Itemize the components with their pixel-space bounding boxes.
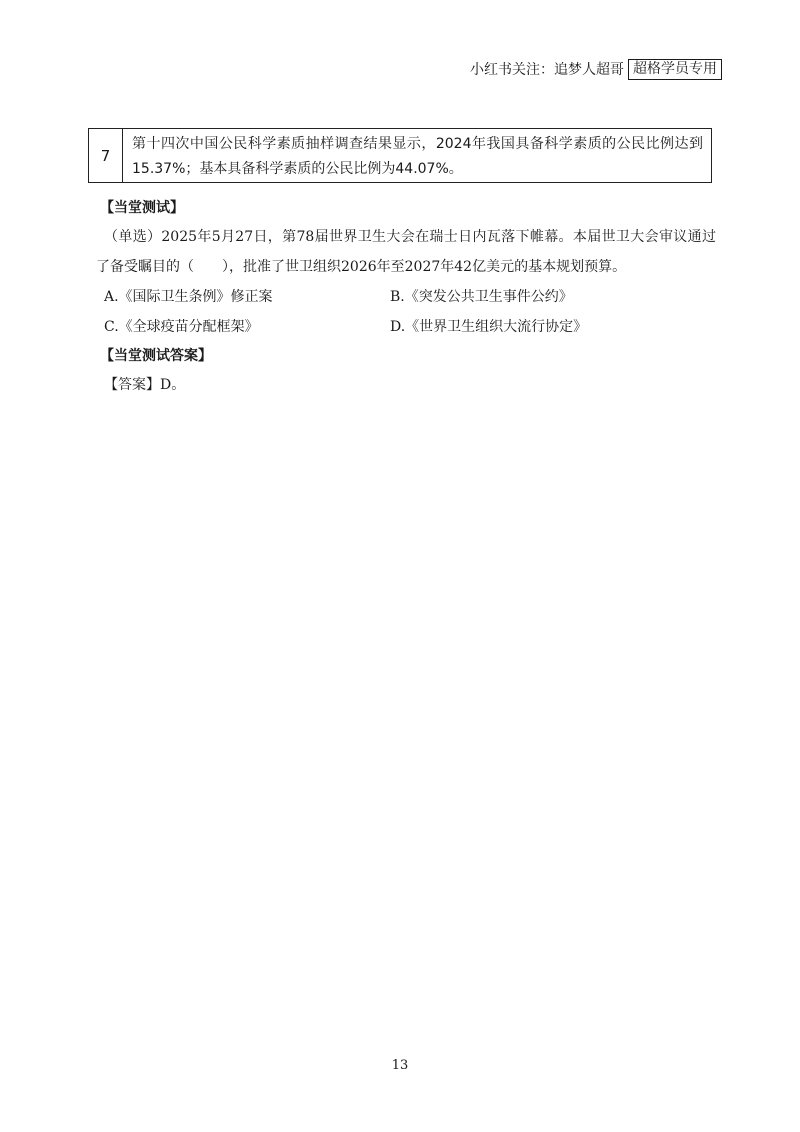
test-section (96, 196, 716, 400)
page-number: 13 (391, 1058, 409, 1073)
answer-title: 【当堂测试答案】 (100, 348, 212, 364)
table-row-text: 第十四次中国公民科学素质抽样调查结果显示，2024年我国具备科学素质的公民比例达到15.37%；基本具备科学素质的公民比例为44.07%。 (132, 136, 703, 177)
option-d: D.《世界卫生组织大流行协定》 (390, 319, 588, 335)
options-grid (96, 282, 716, 342)
table-row-number: 7 (89, 129, 123, 182)
header-boxed-label: 超格学员专用 (628, 59, 722, 80)
question-text: （单选）2025年5月27日，第78届世界卫生大会在瑞士日内瓦落下帷幕。本届世卫大会审议通过了备受瞩目的（ ），批准了世卫组织2026年至2027年42亿美元的基本规划预算。 (96, 229, 716, 275)
info-table (88, 128, 712, 183)
option-a: A.《国际卫生条例》修正案 (104, 289, 273, 305)
page-header (470, 59, 722, 80)
option-b: B.《突发公共卫生事件公约》 (390, 289, 573, 305)
test-title: 【当堂测试】 (100, 200, 184, 216)
header-prefix: 小红书关注：追梦人超哥 (470, 61, 624, 78)
answer-text: 【答案】D。 (104, 377, 186, 393)
option-c: C.《全球疫苗分配框架》 (104, 319, 259, 335)
